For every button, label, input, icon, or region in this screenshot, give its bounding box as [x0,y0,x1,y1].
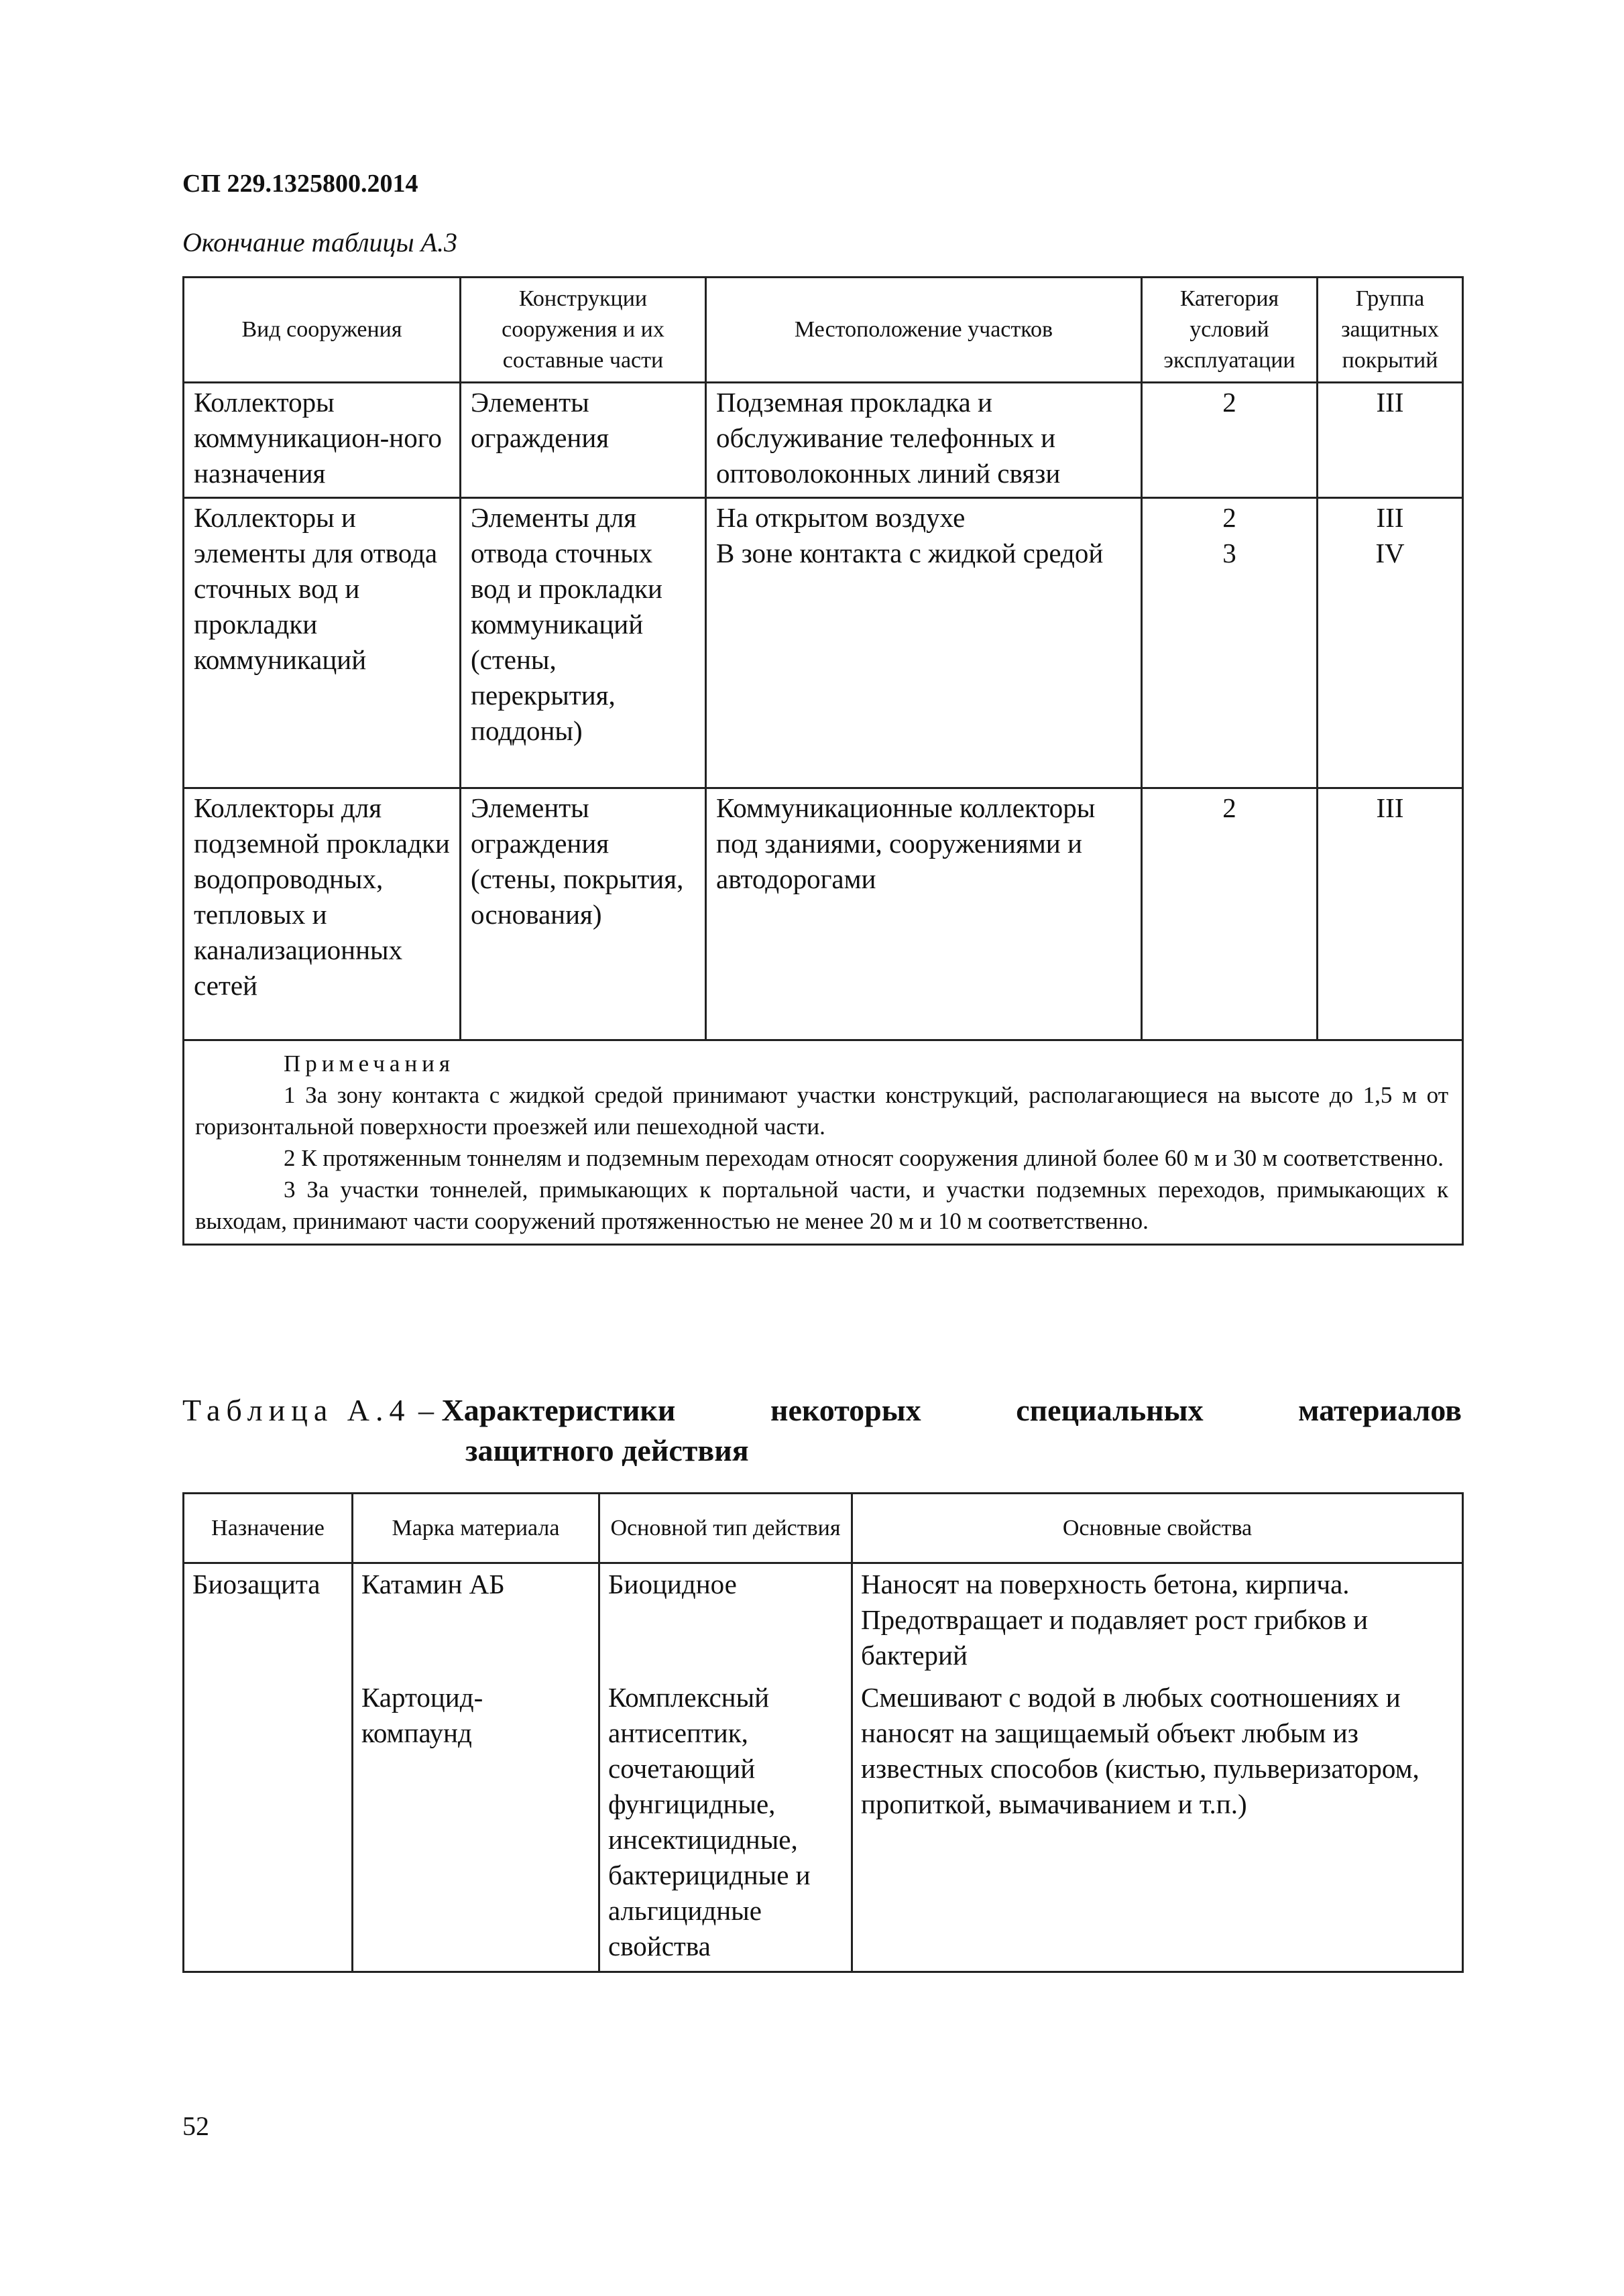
table-a4 [182,1492,1464,1973]
cell-action: Биоцидное [599,1563,852,1678]
cell-material: Катамин АБ [353,1563,599,1678]
title-word: материалов [1298,1393,1462,1427]
table-a3 [182,276,1464,1246]
column-header-material: Марка материала [353,1494,599,1563]
column-header-location: Местоположение участков [706,278,1142,383]
cell-category: 2 3 [1142,498,1318,788]
table-row [184,1677,1463,1972]
note-2: 2 К протяженным тоннелям и подземным переходам относят сооружения длиной более 60 м и 30 м соответственно. [284,1145,1444,1171]
cell-properties: Смешивают с водой в любых соотношениях и наносят на защищаемый объект любым из известных способов (кистью, пульверизатором, пропиткой, вымачиванием и т.п.) [852,1677,1463,1972]
cell-location: Подземная прокладка и обслуживание телефонных и оптоволоконных линий связи [706,383,1142,498]
cell-type: Коллекторы и элементы для отвода сточных вод и прокладки коммуникаций [184,498,461,788]
column-header-properties: Основные свойства [852,1494,1463,1563]
cell-group: III IV [1318,498,1463,788]
table-a4-title [182,1390,1462,1471]
cell-purpose: Биозащита [184,1563,353,1678]
cell-properties: Наносят на поверхность бетона, кирпича. Предотвращает и подавляет рост грибков и бактерий [852,1563,1463,1678]
table-header-row [184,278,1463,383]
table-row [184,1563,1463,1678]
cell-location: Коммуникационные коллекторы под зданиями, сооружениями и автодорогами [706,788,1142,1040]
column-header-purpose: Назначение [184,1494,353,1563]
cell-group: III [1318,788,1463,1040]
column-header-category: Категория условий эксплуатации [1142,278,1318,383]
notes-cell [184,1040,1463,1245]
cell-structures: Элементы ограждения (стены, покрытия, основания) [461,788,706,1040]
cell-location: На открытом воздухе В зоне контакта с жидкой средой [706,498,1142,788]
cell-category: 2 [1142,383,1318,498]
cell-type: Коллекторы для подземной прокладки водопроводных, тепловых и канализационных сетей [184,788,461,1040]
note-3: 3 За участки тоннелей, примыкающих к портальной части, и участки подземных переходов, примыкающих к выходам, принимают части сооружений протяженностью не менее 20 м и 10 м соответственно. [195,1176,1448,1234]
note-1: 1 За зону контакта с жидкой средой принимают участки конструкций, располагающиеся на высоте до 1,5 м от горизонтальной поверхности проезжей или пешеходной части. [195,1082,1448,1140]
page-number: 52 [182,2111,209,2141]
notes-row [184,1040,1463,1245]
table-continuation-caption: Окончание таблицы А.3 [182,227,458,257]
table-a4-title-first [182,1390,675,1431]
title-word: Характеристики [441,1393,676,1427]
table-header-row [184,1494,1463,1563]
notes-title: Примечания [284,1050,455,1077]
title-word: специальных [1016,1393,1204,1427]
cell-structures: Элементы ограждения [461,383,706,498]
table-row [184,383,1463,498]
column-header-type: Вид сооружения [184,278,461,383]
cell-type: Коллекторы коммуникацион-ного назначения [184,383,461,498]
cell-group: III [1318,383,1463,498]
column-header-group: Группа защитных покрытий [1318,278,1463,383]
table-row [184,788,1463,1040]
cell-purpose [184,1677,353,1972]
cell-category: 2 [1142,788,1318,1040]
table-a4-title-line2: защитного действия [465,1433,749,1467]
table-a4-label: Таблица А.4 [182,1393,411,1427]
title-word: некоторых [770,1393,921,1427]
document-code: СП 229.1325800.2014 [182,170,418,198]
cell-material: Картоцид-компаунд [353,1677,599,1972]
title-dash: – [410,1393,442,1427]
column-header-action: Основной тип действия [599,1494,852,1563]
cell-action: Комплексный антисептик, сочетающий фунгицидные, инсектицидные, бактерицидные и альгицидные свойства [599,1677,852,1972]
table-row [184,498,1463,788]
cell-structures: Элементы для отвода сточных вод и прокладки коммуникаций (стены, перекрытия, поддоны) [461,498,706,788]
column-header-structures: Конструкции сооружения и их составные части [461,278,706,383]
